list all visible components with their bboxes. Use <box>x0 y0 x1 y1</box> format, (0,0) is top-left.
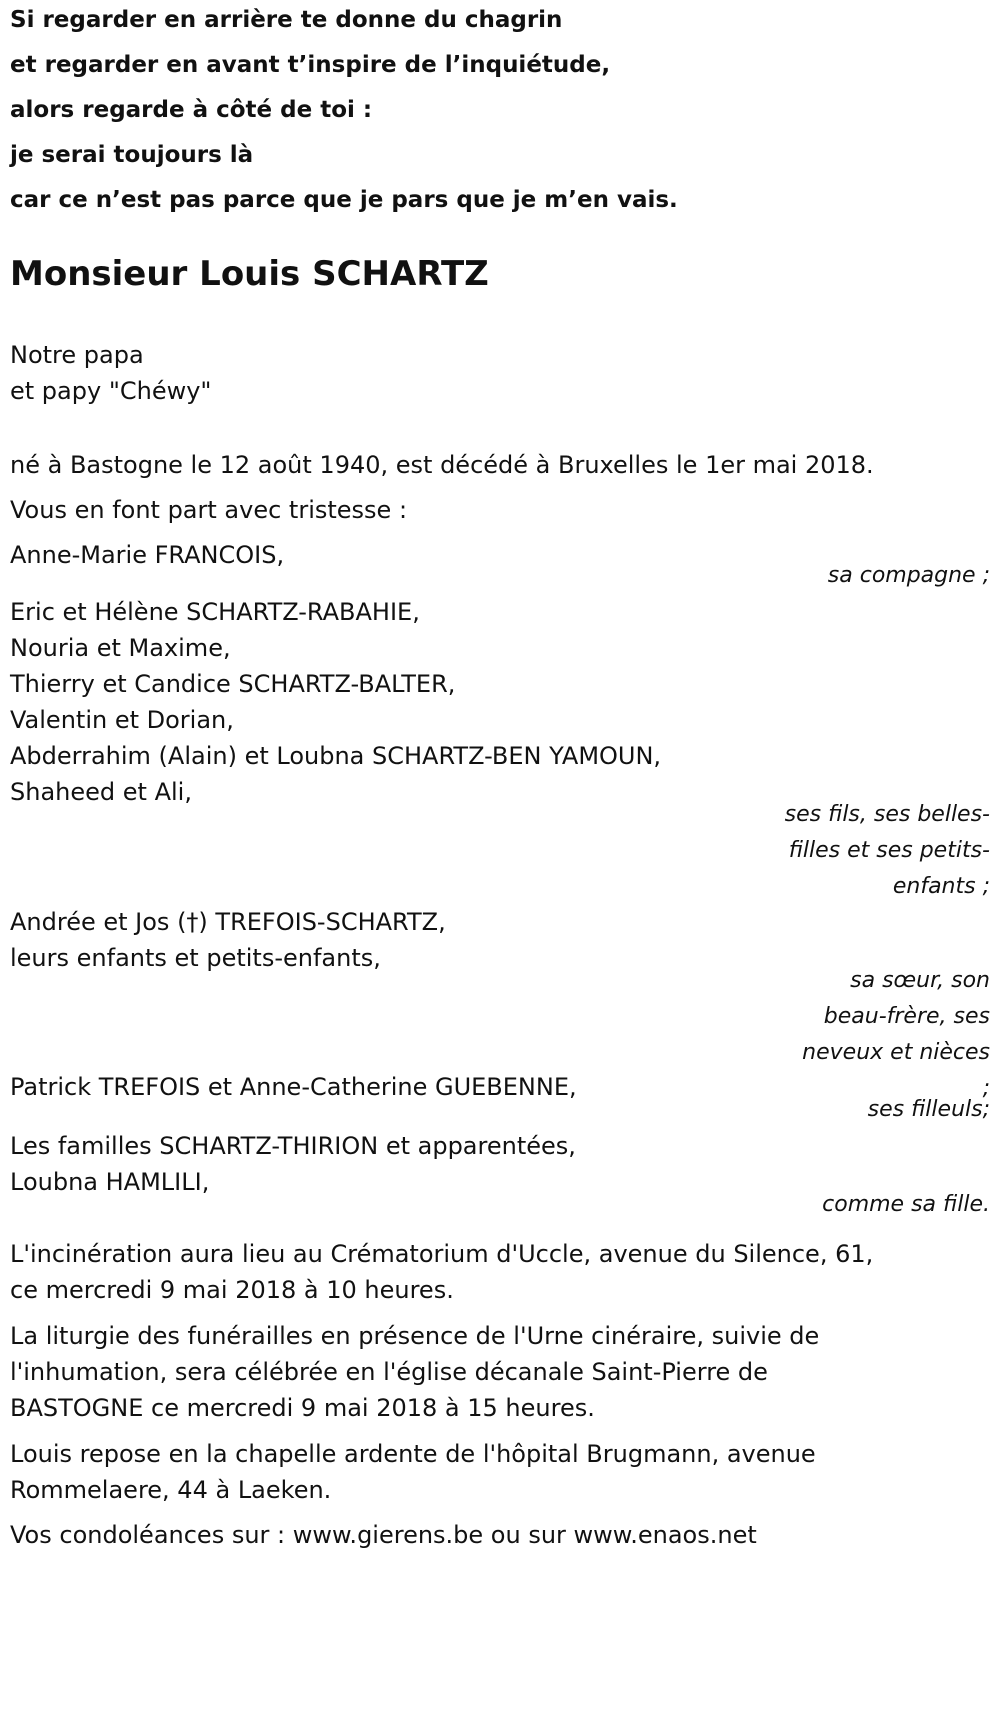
family-role-companion: sa compagne ; <box>827 563 990 588</box>
family-name: Eric et Hélène SCHARTZ-RABAHIE, <box>10 598 420 626</box>
rest-line-1: Louis repose en la chapelle ardente de l'hôpital Brugmann, avenue <box>10 1440 816 1468</box>
rest-line-2: Rommelaere, 44 à Laeken. <box>10 1476 332 1504</box>
family-role-children: ses fils, ses belles-filles et ses petits-enfants ; <box>784 802 990 899</box>
family-name: Shaheed et Ali, <box>10 778 192 806</box>
family-name: Abderrahim (Alain) et Loubna SCHARTZ-BEN YAMOUN, <box>10 742 662 770</box>
poem-line-3: alors regarde à côté de toi : <box>10 97 373 123</box>
family-name: leurs enfants et petits-enfants, <box>10 944 381 972</box>
poem-line-1: Si regarder en arrière te donne du chagrin <box>10 7 563 33</box>
poem-line-4: je serai toujours là <box>10 142 254 168</box>
liturgy-line-3: BASTOGNE ce mercredi 9 mai 2018 à 15 heures. <box>10 1394 595 1422</box>
liturgy-line-1: La liturgie des funérailles en présence de l'Urne cinéraire, suivie de <box>10 1322 820 1350</box>
ceremony-line-1: L'incinération aura lieu au Crématorium d'Uccle, avenue du Silence, 61, <box>10 1240 874 1268</box>
intro-line-2: et papy "Chéwy" <box>10 377 212 405</box>
family-name: Thierry et Candice SCHARTZ-BALTER, <box>10 670 456 698</box>
poem-line-5: car ce n’est pas parce que je pars que je m’en vais. <box>10 187 678 213</box>
family-name: Valentin et Dorian, <box>10 706 234 734</box>
liturgy-line-2: l'inhumation, sera célébrée en l'église décanale Saint-Pierre de <box>10 1358 768 1386</box>
ceremony-line-2: ce mercredi 9 mai 2018 à 10 heures. <box>10 1276 454 1304</box>
family-name: Loubna HAMLILI, <box>10 1168 210 1196</box>
condolences-line: Vos condoléances sur : www.gierens.be ou sur www.enaos.net <box>10 1521 757 1549</box>
poem-line-2: et regarder en avant t’inspire de l’inquiétude, <box>10 52 611 78</box>
family-name: Andrée et Jos (†) TREFOIS-SCHARTZ, <box>10 908 446 936</box>
family-role-godchildren: ses filleuls; <box>867 1097 990 1122</box>
announcement-line: Vous en font part avec tristesse : <box>10 496 408 524</box>
intro-line-1: Notre papa <box>10 341 144 369</box>
family-name: Anne-Marie FRANCOIS, <box>10 541 285 569</box>
deceased-name: Monsieur Louis SCHARTZ <box>10 254 489 294</box>
family-name: Patrick TREFOIS et Anne-Catherine GUEBENNE, <box>10 1073 577 1101</box>
family-name: Nouria et Maxime, <box>10 634 231 662</box>
family-role-daughter: comme sa fille. <box>822 1192 990 1217</box>
family-role-sister: sa sœur, son beau-frère, ses neveux et nièces ; <box>802 968 990 1101</box>
family-name: Les familles SCHARTZ-THIRION et apparentées, <box>10 1132 576 1160</box>
birth-death-line: né à Bastogne le 12 août 1940, est décédé à Bruxelles le 1er mai 2018. <box>10 451 874 479</box>
